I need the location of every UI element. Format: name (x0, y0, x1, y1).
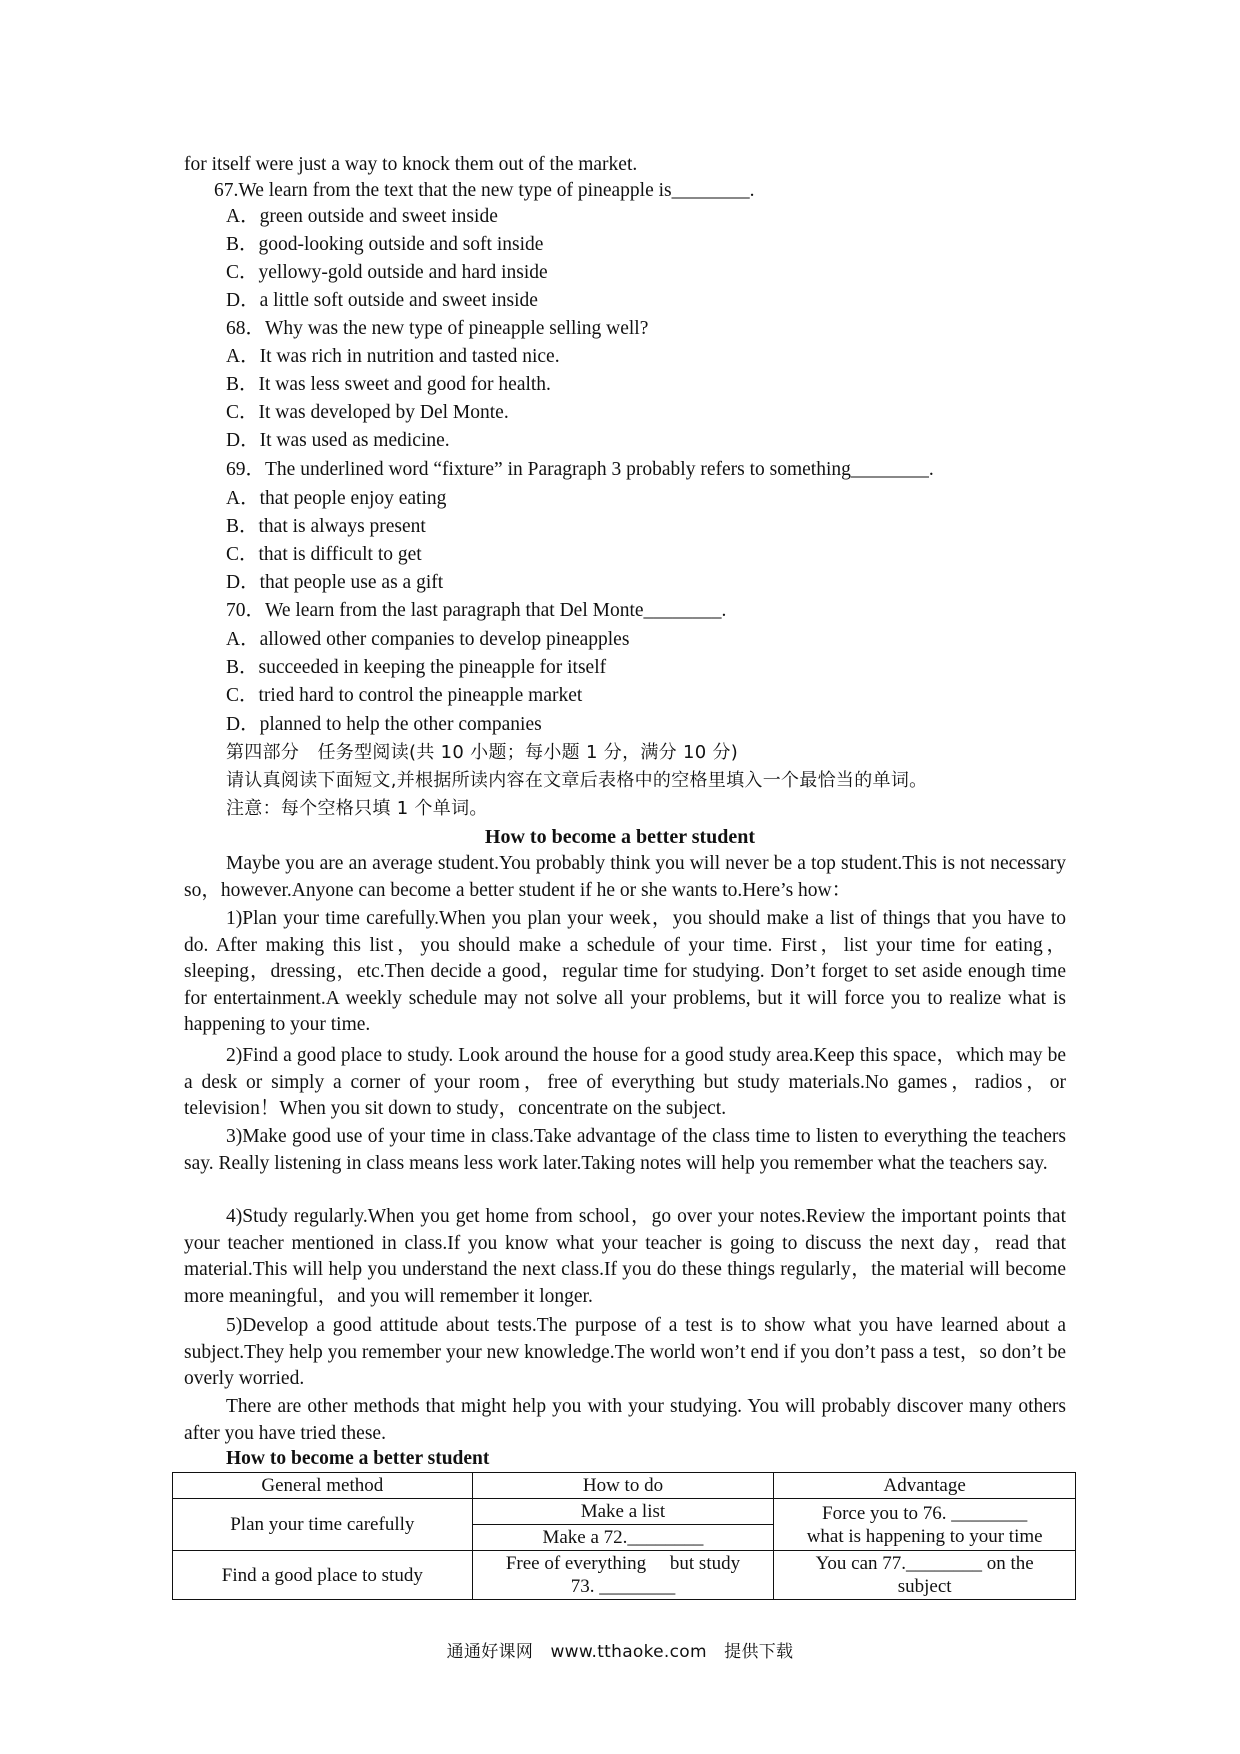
table-row (173, 1499, 1076, 1525)
article-paragraph-2: 2)Find a good place to study. Look around the house for a good study area.Keep this space，which may be a desk or simply a corner of your room，free of everything but study materials.No games，radios，or television！When you sit down to study，concentrate on the subject. (184, 1045, 1066, 1120)
question-70-option-c: C．tried hard to control the pineapple market (226, 685, 583, 706)
article-paragraph-1: 1)Plan your time carefully.When you plan your week，you should make a list of things that you have to do. After making this list，you should make a schedule of your time. First，list your time for eating，sleeping，dressing，etc.Then decide a good，regular time for studying. Don’t forget to set aside enough time for entertainment.A weekly schedule may not solve all your problems, but it will force you to realize what is happening to your time. (184, 908, 1066, 1036)
question-68-option-b: B．It was less sweet and good for health. (226, 374, 551, 395)
question-67-option-d: D．a little soft outside and sweet inside (226, 290, 538, 311)
row2-how-line2: 73. ________ (570, 1576, 676, 1597)
table-header-row (173, 1473, 1076, 1499)
question-67-option-a: A．green outside and sweet inside (226, 206, 498, 227)
question-70-option-b: B．succeeded in keeping the pineapple for itself (226, 657, 607, 678)
article-title: How to become a better student (484, 826, 756, 848)
question-68-option-c: C．It was developed by Del Monte. (226, 402, 509, 423)
question-69-option-a: A．that people enjoy eating (226, 488, 447, 509)
row1-advantage-line1: Force you to 76. ________ (822, 1502, 1028, 1524)
article-paragraph-intro: Maybe you are an average student.You probably think you will never be a top student.This is not necessary so，however.Anyone can become a better student if he or she wants to.Here’s how： (184, 853, 1066, 901)
article-paragraph-5: 5)Develop a good attitude about tests.The purpose of a test is to show what you have learned about a subject.They help you remember your new knowledge.The world won’t end if you don’t pass a test，so don’t be overly worried. (184, 1315, 1066, 1390)
question-69-option-b: B．that is always present (226, 516, 426, 537)
row2-advantage-line2: subject (897, 1576, 952, 1597)
question-69-option-c: C．that is difficult to get (226, 544, 422, 565)
question-68-option-a: A．It was rich in nutrition and tasted nice. (226, 346, 560, 367)
page-footer: 通通好课网 www.tthaoke.com 提供下载 (446, 1642, 794, 1662)
question-67-option-b: B．good-looking outside and soft inside (226, 234, 544, 255)
continued-line: for itself were just a way to knock them out of the market. (184, 154, 638, 175)
task-table (172, 1472, 1076, 1600)
question-69-option-d: D．that people use as a gift (226, 572, 444, 593)
question-67-stem: 67.We learn from the text that the new type of pineapple is________. (214, 180, 755, 201)
header-general-method: General method (173, 1473, 473, 1499)
row1-how-b: Make a 72.________ (472, 1525, 774, 1551)
article-paragraph-3: 3)Make good use of your time in class.Take advantage of the class time to listen to everything the teachers say. Really listening in class means less work later.Taking notes will help you remember what the teachers say. (184, 1126, 1066, 1174)
table-caption: How to become a better student (226, 1448, 490, 1469)
question-70-option-a: A．allowed other companies to develop pineapples (226, 629, 630, 650)
row2-advantage-line1: You can 77.________ on the (815, 1553, 1034, 1574)
question-70-stem: 70．We learn from the last paragraph that Del Monte________. (226, 600, 727, 621)
row2-advantage (774, 1551, 1076, 1600)
row2-method: Find a good place to study (173, 1551, 473, 1600)
part4-note: 注意：每个空格只填 1 个单词。 (226, 798, 488, 819)
row2-how (472, 1551, 774, 1600)
row2-how-line1: Free of everything but study (505, 1553, 741, 1574)
row1-advantage (774, 1499, 1076, 1551)
header-how-to-do: How to do (472, 1473, 774, 1499)
question-70-option-d: D．planned to help the other companies (226, 714, 542, 735)
question-68-option-d: D．It was used as medicine. (226, 430, 450, 451)
question-67-option-c: C．yellowy-gold outside and hard inside (226, 262, 548, 283)
row1-how-a: Make a list (472, 1499, 774, 1525)
article-paragraph-4: 4)Study regularly.When you get home from school，go over your notes.Review the important points that your teacher mentioned in class.If you know what your teacher is going to discuss the next day，read that material.This will help you understand the next class.If you do these things regularly，the material will become more meaningful，and you will remember it longer. (184, 1206, 1066, 1307)
header-advantage: Advantage (774, 1473, 1076, 1499)
question-69-stem: 69．The underlined word “fixture” in Paragraph 3 probably refers to something________. (226, 459, 934, 480)
part4-heading: 第四部分 任务型阅读(共 10 小题；每小题 1 分，满分 10 分) (226, 742, 739, 763)
row1-method: Plan your time carefully (173, 1499, 473, 1551)
table-row (173, 1551, 1076, 1600)
row1-advantage-line2: what is happening to your time (806, 1525, 1043, 1547)
part4-instruction: 请认真阅读下面短文,并根据所读内容在文章后表格中的空格里填入一个最恰当的单词。 (226, 770, 928, 791)
article-paragraph-closing: There are other methods that might help you with your studying. You will probably discover many others after you have tried these. (184, 1396, 1066, 1444)
question-68-stem: 68．Why was the new type of pineapple selling well? (226, 318, 649, 339)
